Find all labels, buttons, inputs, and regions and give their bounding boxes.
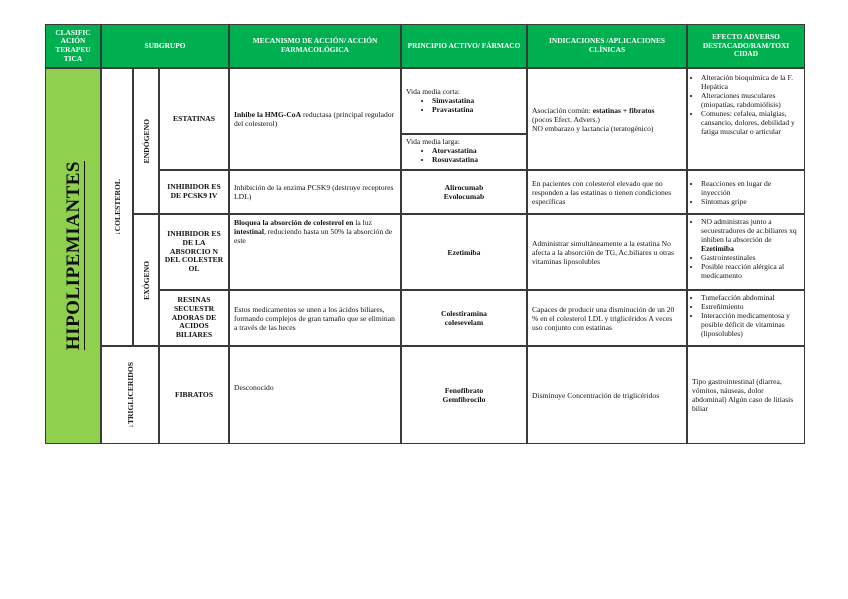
- efecto-pcsk9: [687, 170, 805, 214]
- ind-estatinas-bold: estatinas + fibratos: [592, 105, 655, 115]
- drug-gemfibrocilo: Gemfibrocilo: [442, 395, 486, 404]
- efecto-absorcion-pre: NO administras junto a secuestradores de ac.biliares xq inhiben la absorción de: [701, 217, 797, 244]
- indicaciones-pcsk9: En pacientes con colesterol elevado que no responden a las estatinas o tienen condiciones específicas: [527, 170, 687, 214]
- mecanismo-absorcion: [229, 214, 401, 290]
- ind-estatinas-pre: Asociación común:: [532, 105, 593, 115]
- efecto-item: • Comunes: cefalea, mialgias, cansancio, dolores, debilidad y fatiga muscular o articular: [701, 109, 800, 136]
- efecto-item: • Alteración bioquímica de la F. Hepática: [701, 73, 800, 91]
- drug-pravastatina: • Pravastatina: [432, 105, 522, 114]
- indicaciones-estatinas: [527, 68, 687, 170]
- indicaciones-absorcion: Administrar simultáneamente a la estatina No afecta a la absorción de TG, Ac.biliares u otras vitaminas liposolubles: [527, 214, 687, 290]
- efecto-item: • Alteraciones musculares (miopatías, rabdomiólisis): [701, 91, 800, 109]
- principio-estatinas-larga: [401, 134, 527, 170]
- subgroup-resinas: RESINAS SECUESTR ADORAS DE ACIDOS BILIARES: [159, 290, 229, 346]
- subgroup-fibratos: FIBRATOS: [159, 346, 229, 444]
- group-trigliceridos: [101, 346, 159, 444]
- mec-absorcion-b2: intestinal: [234, 227, 264, 236]
- efecto-item: [701, 217, 800, 253]
- efecto-absorcion: [687, 214, 805, 290]
- header-mecanismo: MECANISMO DE ACCIÓN/ ACCIÓN FARMACOLÓGICA: [229, 24, 401, 68]
- efecto-absorcion-bold: Ezetimiba: [701, 244, 734, 253]
- drug-rosuvastatina: • Rosuvastatina: [432, 155, 522, 164]
- subgroup-absorcion: INHIBIDOR ES DE LA ABSORCIO N DEL COLESTER OL: [159, 214, 229, 290]
- classification-cell: [45, 68, 101, 444]
- group-exogeno-label: EXÓGENO: [141, 260, 151, 300]
- classification-label: HIPOLIPEMIANTES: [62, 161, 84, 351]
- efecto-item: • Posible reacción alérgica al medicamento: [701, 262, 800, 280]
- mecanismo-resinas: Estos medicamentos se unen a los ácidos biliares, formando complejos de gran tamaño que se eliminan a través de las heces: [229, 290, 401, 346]
- subgroup-pcsk9: INHIBIDOR ES DE PCSK9 IV: [159, 170, 229, 214]
- drug-evolocumab: Evolocumab: [443, 192, 485, 201]
- principio-estatinas-corta: [401, 68, 527, 134]
- drug-atorvastatina: • Atorvastatina: [432, 146, 522, 155]
- efecto-item: • Interacción medicamentosa y posible déficit de vitaminas (liposolubles): [701, 311, 800, 338]
- vida-corta-label: Vida media corta:: [406, 87, 460, 96]
- indicaciones-fibratos: Disminuye Concentración de triglicéridos: [527, 346, 687, 444]
- principio-pcsk9: [401, 170, 527, 214]
- principio-fibratos: [401, 346, 527, 444]
- group-endogeno-label: ENDÓGENO: [141, 118, 151, 164]
- efecto-item: • Gastrointestinales: [701, 253, 800, 262]
- ind-estatinas-l2: (pocos Efect. Advers.): [532, 114, 600, 124]
- mec-absorcion-b1: Bloquea la absorción de colesterol en: [234, 218, 354, 227]
- ind-estatinas-l3: NO embarazo y lactancia (teratogénico): [532, 123, 654, 133]
- efecto-fibratos: Tipo gastrointestinal (diarrea, vómitos, náuseas, dolor abdominal) Algún caso de litiasis biliar: [687, 346, 805, 444]
- efecto-item: • Estreñimiento: [701, 302, 800, 311]
- mec-absorcion-t1: la luz: [353, 218, 372, 227]
- efecto-item: • Reacciones en lugar de inyección: [701, 179, 800, 197]
- mecanismo-fibratos: Desconocido: [229, 346, 401, 444]
- pharmacology-table: [45, 24, 805, 444]
- header-efecto: EFECTO ADVERSO DESTACADO/RAM/TOXI CIDAD: [687, 24, 805, 68]
- mec-absorcion-t2: , reduciendo hasta un 50% la absorción de este: [234, 227, 393, 245]
- drug-alirocumab: Alirocumab: [444, 183, 484, 192]
- drug-colestiramina: Colestiramina: [441, 309, 487, 318]
- principio-absorcion: Ezetimiba: [401, 214, 527, 290]
- group-endogeno: [133, 68, 159, 214]
- drug-fenofibrato: Fenofibrato: [444, 386, 484, 395]
- mecanismo-estatinas-bold: Inhibe la HMG-CoA: [234, 110, 302, 119]
- subgroup-estatinas: ESTATINAS: [159, 68, 229, 170]
- indicaciones-resinas: Capaces de producir una disminución de un 20 % en el colesterol LDL y triglicéridos A veces uso conjunto con estatinas: [527, 290, 687, 346]
- mecanismo-pcsk9: Inhibición de la enzima PCSK9 (destruye receptores LDL): [229, 170, 401, 214]
- mecanismo-estatinas-text: reductasa (principal regulador del colesterol): [234, 110, 395, 128]
- efecto-resinas: [687, 290, 805, 346]
- efecto-estatinas: [687, 68, 805, 170]
- vida-larga-label: Vida media larga:: [406, 137, 460, 146]
- drug-colesevelam: colesevelam: [444, 318, 484, 327]
- group-exogeno: [133, 214, 159, 346]
- group-colesterol: [101, 68, 133, 346]
- group-trigliceridos-label: ↓TRIGLICERIDOS: [125, 362, 135, 428]
- efecto-item: • Tumefacción abdominal: [701, 293, 800, 302]
- group-colesterol-label: ↓COLESTEROL: [112, 178, 122, 236]
- mecanismo-estatinas: [229, 68, 401, 170]
- efecto-item: • Síntomas gripe: [701, 197, 800, 206]
- header-subgrupo: SUBGRUPO: [101, 24, 229, 68]
- header-principio: PRINCIPIO ACTIVO/ FÁRMACO: [401, 24, 527, 68]
- header-indicaciones: INDICACIONES /APLICACIONES CLÍNICAS: [527, 24, 687, 68]
- header-clasificacion: CLASIFIC ACIÓN TERAPEU TICA: [45, 24, 101, 68]
- principio-resinas: [401, 290, 527, 346]
- drug-simvastatina: • Simvastatina: [432, 96, 522, 105]
